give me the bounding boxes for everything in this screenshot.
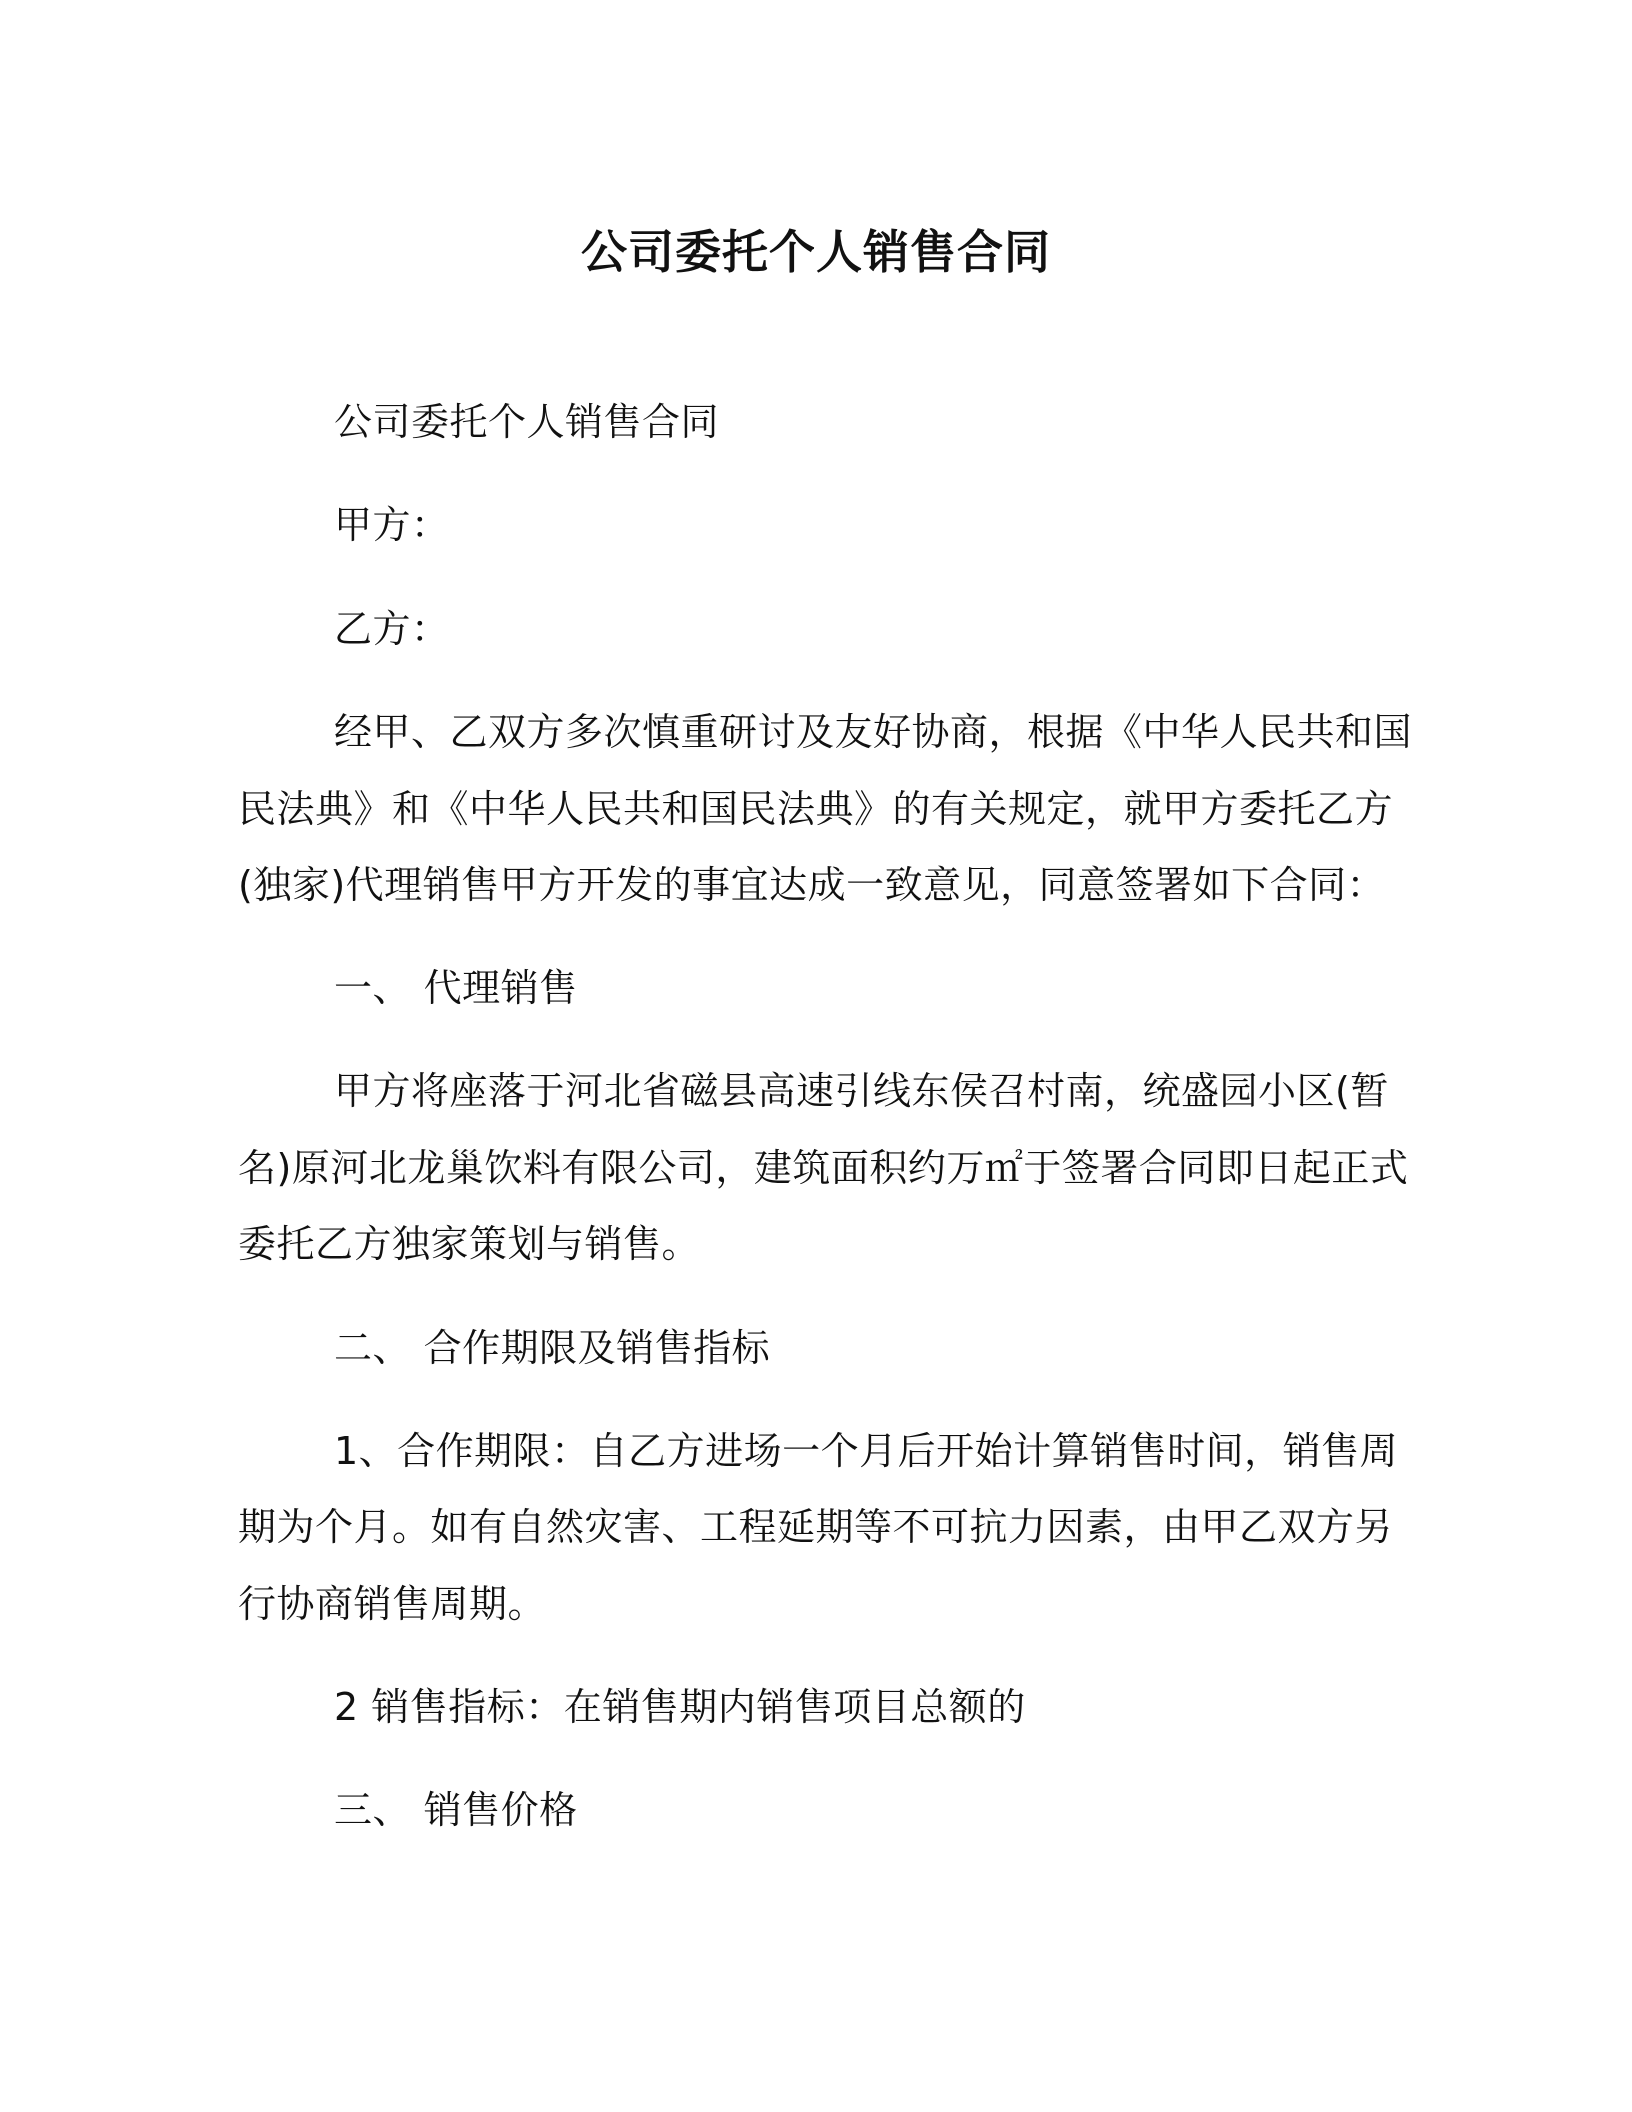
section1-line-3: 委托乙方独家策划与销售。	[238, 1222, 701, 1266]
section1-line-1: 甲方将座落于河北省磁县高速引线东侯召村南，统盛园小区(暂	[334, 1069, 1389, 1113]
party-b-label: 乙方：	[334, 607, 450, 651]
section-heading-agency-sales: 一、 代理销售	[334, 966, 578, 1010]
section-heading-sales-price: 三、 销售价格	[334, 1788, 578, 1832]
contract-name: 公司委托个人销售合同	[334, 400, 720, 444]
clause1-line-3: 行协商销售周期。	[238, 1582, 547, 1626]
intro-line-2: 民法典》和《中华人民共和国民法典》的有关规定，就甲方委托乙方	[238, 787, 1394, 831]
clause1-line-1: 1、合作期限：自乙方进场一个月后开始计算销售时间，销售周	[334, 1429, 1399, 1473]
section-heading-term-and-targets: 二、 合作期限及销售指标	[334, 1326, 771, 1370]
intro-line-1: 经甲、乙双方多次慎重研讨及友好协商，根据《中华人民共和国	[334, 710, 1413, 754]
party-a-label: 甲方：	[334, 503, 450, 547]
clause1-line-2: 期为个月。如有自然灾害、工程延期等不可抗力因素，由甲乙双方另	[238, 1505, 1394, 1549]
document-title: 公司委托个人销售合同	[581, 225, 1051, 279]
clause2-sales-target: 2 销售指标：在销售期内销售项目总额的	[334, 1685, 1026, 1729]
intro-line-3: (独家)代理销售甲方开发的事宜达成一致意见，同意签署如下合同：	[238, 863, 1386, 907]
section1-line-2: 名)原河北龙巢饮料有限公司，建筑面积约万㎡于签署合同即日起正式	[238, 1146, 1409, 1190]
